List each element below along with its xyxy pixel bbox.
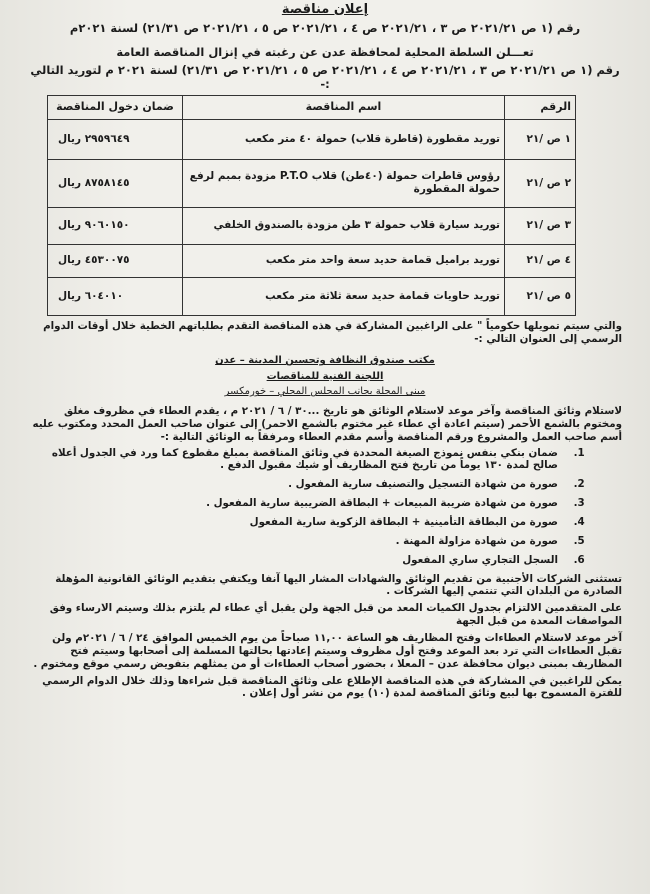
foreign-companies-paragraph: تستثنى الشركات الأجنبية من تقديم الوثائق والشهادات المشار اليها آنفا ويكتفي بتقديم الوثائق القانونية المؤهلة الصادرة من البلدان التي تنتمي إليها الشركات . bbox=[55, 572, 622, 598]
list-item: 2. صورة من شهادة التسجيل والتصنيف سارية المفعول . bbox=[28, 478, 570, 491]
commitment-paragraph: على المتقدمين الالتزام بجدول الكميات المعد من قبل الجهة ولن يقبل أي عطاء لم يلتزم بذلك وسيتم الارساء وفق المواصفات المعدة من قبل الجهة bbox=[49, 602, 622, 628]
row-name: رؤوس قاطرات حمولة (٤٠طن) قلاب P.T.O مزودة بمبم لرفع حمولة المقطورة bbox=[183, 159, 505, 207]
tender-table bbox=[47, 95, 576, 316]
row-name: توريد حاويات قمامة حديد سعة ثلاثة متر مكعب bbox=[183, 277, 505, 315]
table-row bbox=[48, 244, 576, 277]
address-committee: اللجنة الفنية للمناقصات bbox=[266, 370, 384, 382]
table-header-row bbox=[48, 95, 576, 119]
list-item: 1. ضمان بنكي بنفس نموذج الصيغة المحددة في وثائق المناقصة بمبلغ مقطوع كما ورد في الجدول أعلاه صالح لمدة ١٣٠ يوماً من تاريخ فتح المظاريف أو شيك مقبول الدفع . bbox=[28, 447, 570, 473]
header-name: اسم المناقصة bbox=[183, 95, 505, 119]
table-row bbox=[48, 207, 576, 244]
row-name: توريد براميل قمامة حديد سعة واحد متر مكعب bbox=[183, 244, 505, 277]
row-number: ٥ ص /٢١ bbox=[505, 277, 576, 315]
documents-list bbox=[28, 447, 622, 567]
final-paragraph: يمكن للراغبين في المشاركة في هذه المناقصة الإطلاع على وثائق المناقصة قبل شراءها وذلك خلال الدوام الرسمي للفترة المسموح بها لبيع وثائق المناقصة لمدة (١٠) يوم من نشر أول إعلان . bbox=[42, 674, 622, 700]
header-guarantee: ضمان دخول المناقصة bbox=[48, 95, 183, 119]
list-item: 3. صورة من شهادة ضريبة المبيعات + البطاقة الضريبية سارية المفعول . bbox=[28, 497, 570, 510]
row-name: توريد مقطورة (قاطرة قلاب) حمولة ٤٠ متر مكعب bbox=[183, 119, 505, 159]
row-name: توريد سيارة قلاب حمولة ٣ طن مزودة بالصندوق الخلفي bbox=[183, 207, 505, 244]
intro-paragraph: تعـــلن السلطة المحلية لمحافظة عدن عن رغبته في إنزال المناقصة العامة bbox=[116, 44, 534, 59]
tender-numbers-line: رقم (١ ص ٢٠٢١/٢١ ص ٣ ، ٢٠٢١/٢١ ص ٤ ، ٢٠٢١/٢١ ص ٥ ، ٢٠٢١/٢١ ص ٢١/٣١) لسنة ٢٠٢١م bbox=[69, 21, 581, 36]
list-item: 6. السجل التجاري ساري المفعول bbox=[28, 554, 570, 567]
receipt-paragraph: لاستلام وثائق المناقصة وآخر موعد لاستلام الوثائق هو تاريخ ...٣٠ / ٦ / ٢٠٢١ م ، يقدم العطاء في مظروف مغلق ومختوم بالشمع الأحمر (سيتم اعادة أي عطاء غير مختوم بالشمع الاحمر) إلى عنوان صاحب العمل المحدد ومكتوب عليه أسم صاحب العمل والمشروع ورقم المناقصة وأسم مقدم العطاء ومرفقاً به الوثائق التالية :- bbox=[32, 404, 622, 443]
row-guarantee: ٨٧٥٨١٤٥ ريال bbox=[48, 159, 183, 207]
row-number: ٤ ص /٢١ bbox=[505, 244, 576, 277]
row-guarantee: ٦٠٤٠١٠ ريال bbox=[48, 277, 183, 315]
tender-reference-line: رقم (١ ص ٢٠٢١/٢١ ص ٣ ، ٢٠٢١/٢١ ص ٤ ، ٢٠٢١/٢١ ص ٥ ، ٢٠٢١/٢١ ص ٢١/٣١) لسنة ٢٠٢١ م لتوريد التالي :- bbox=[30, 63, 620, 92]
table-row bbox=[48, 277, 576, 315]
table-row bbox=[48, 119, 576, 159]
address-building: مبنى المجلة بجانب المجلس المحلي – خورمكسر bbox=[224, 386, 426, 398]
deadline-paragraph: آخر موعد لاستلام العطاءات وفتح المظاريف هو الساعة ١١,٠٠ صباحاً من يوم الخميس الموافق ٢٤ / ٦ / ٢٠٢١م ولن تقبل العطاءات التي ترد بعد الموعد وفتح أول مظروف وسيتم إعادتها بحالتها المسلمة إلى أصحابها وسيتم فتح المظاريف بمبنى ديوان محافظة عدن – المعلا ، بحضور أصحاب العطاءات أو من يمثلهم بتفويض رسمي موقع ومختوم . bbox=[33, 632, 622, 670]
list-item: 4. صورة من البطاقة التأمينية + البطاقة الزكوية سارية المفعول bbox=[28, 516, 570, 529]
header-number: الرقم bbox=[505, 95, 576, 119]
list-item: 5. صورة من شهادة مزاولة المهنة . bbox=[28, 535, 570, 548]
address-block bbox=[28, 355, 622, 399]
row-guarantee: ٢٩٥٩٦٤٩ ريال bbox=[48, 119, 183, 159]
row-number: ١ ص /٢١ bbox=[505, 119, 576, 159]
row-number: ٣ ص /٢١ bbox=[505, 207, 576, 244]
row-guarantee: ٩٠٦٠١٥٠ ريال bbox=[48, 207, 183, 244]
page-title: إعلان مناقصة bbox=[281, 2, 369, 17]
row-number: ٢ ص /٢١ bbox=[505, 159, 576, 207]
row-guarantee: ٤٥٣٠٠٧٥ ريال bbox=[48, 244, 183, 277]
table-row bbox=[48, 159, 576, 207]
address-office: مكتب صندوق النظافة وتحسين المدينة – عدن bbox=[215, 355, 435, 367]
funding-paragraph: والتي سيتم تمويلها حكومياً " على الراغبين المشاركة في هذه المناقصة التقدم بطلباتهم الخطية خلال أوقات الدوام الرسمي إلى العنوان التالي :- bbox=[43, 319, 622, 345]
